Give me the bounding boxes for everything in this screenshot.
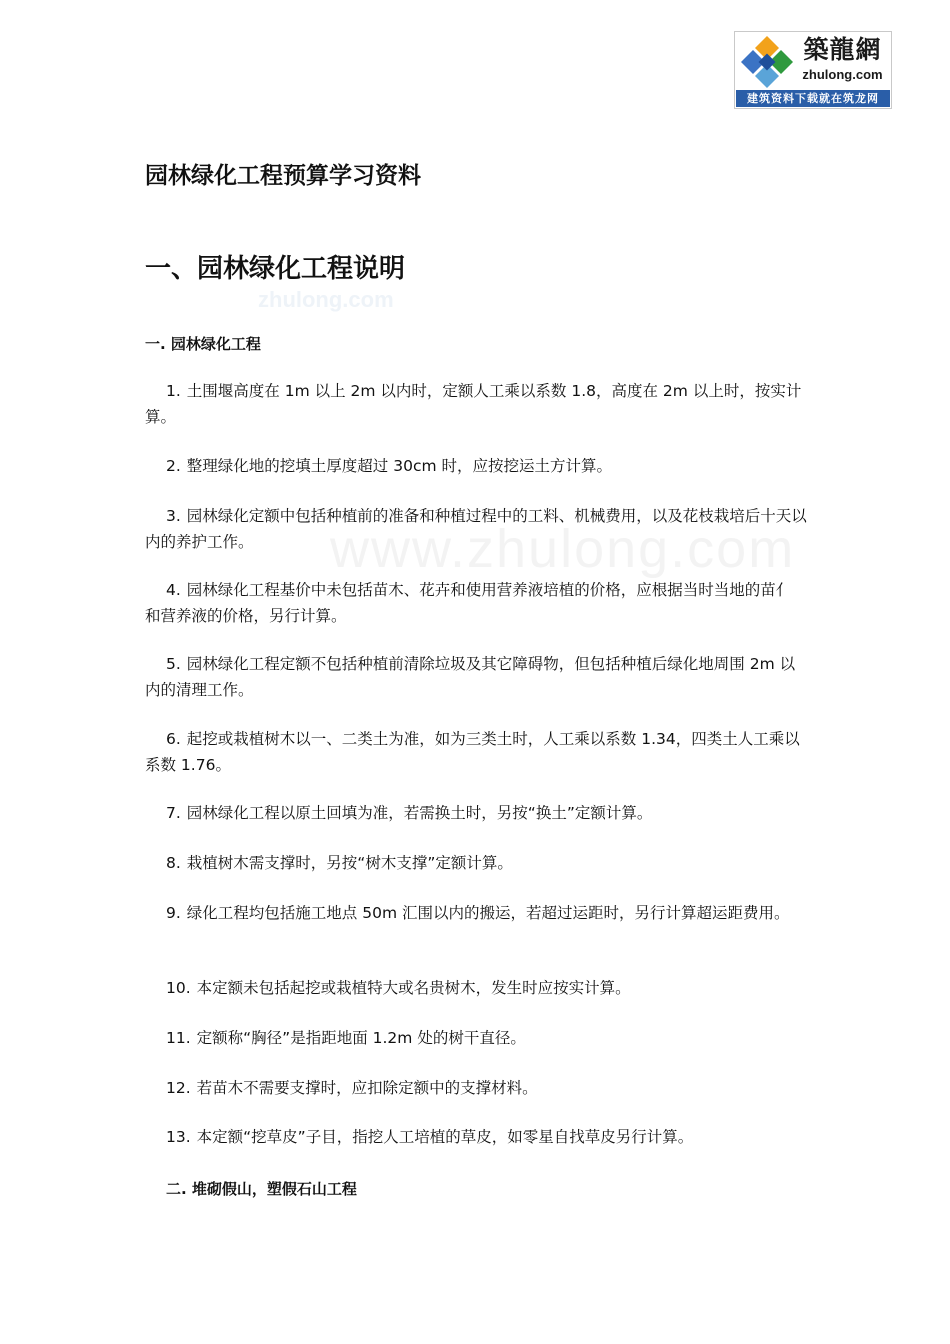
item-text: 本定额“挖草皮”子目，指挖人工培植的草皮，如零星自找草皮另行计算。 [196,1128,694,1146]
list-item [145,577,809,629]
item-number: 11. [166,1029,191,1047]
item-number: 4. [166,581,181,599]
section-heading: 二. 堆砌假山，塑假石山工程 [166,1180,357,1198]
list-item [145,726,809,778]
item-text: 若苗木不需要支撑时，应扣除定额中的支撑材料。 [196,1079,538,1097]
item-text: 园林绿化工程定额不包括种植前清除垃圾及其它障碍物，但包括种植后绿化地周围 2m 以内的清理工作。 [145,655,796,699]
item-text: 本定额未包括起挖或栽植特大或名贵树木，发生时应按实计算。 [196,979,631,997]
item-number: 7. [166,804,181,822]
item-number: 1. [166,382,181,400]
item-number: 9. [166,904,181,922]
list-item [145,975,809,1001]
watermark-large: www.zhulong.com [330,519,796,579]
item-text: 绿化工程均包括施工地点 50m 汇围以内的搬运，若超过运距时，另行计算超运距费用。 [186,904,790,922]
logo-slogan: 建筑资料下载就在筑龙网 [736,90,890,107]
list-item [145,1025,809,1051]
list-item [145,503,809,555]
item-number: 3. [166,507,181,525]
item-text: 园林绿化定额中包括种植前的准备和种植过程中的工料、机械费用，以及花枝栽培后十天以内的养护工作。 [145,507,807,551]
item-number: 13. [166,1128,191,1146]
list-item [145,800,809,826]
item-number: 6. [166,730,181,748]
list-item [145,850,809,876]
list-item [145,378,809,430]
list-item [145,453,809,479]
zhulong-logo[interactable] [734,31,892,109]
item-text: 起挖或栽植树木以一、二类土为准，如为三类土时，人工乘以系数 1.34，四类土人工乘以系数 1.76。 [145,730,800,774]
item-number: 2. [166,457,181,475]
item-text: 整理绿化地的挖填土厚度超过 30cm 时，应按挖运土方计算。 [186,457,612,475]
item-text: 栽植树木需支撑时，另按“树木支撑”定额计算。 [186,854,513,872]
item-number: 8. [166,854,181,872]
list-item [145,900,809,926]
document-title: 园林绿化工程预算学习资料 [145,163,421,189]
diamond-logo-icon [739,34,795,90]
item-text: 园林绿化工程以原土回填为准，若需换土时，另按“换土”定额计算。 [186,804,653,822]
item-text: 土围堰高度在 1m 以上 2m 以内时，定额人工乘以系数 1.8，高度在 2m 以上时，按实计算。 [145,382,802,426]
logo-domain: zhulong.com [802,67,883,82]
watermark-small: zhulong.com [258,287,394,312]
item-text: 园林绿化工程基价中未包括苗木、花卉和使用营养液培植的价格，应根据当时当地的苗亻 和营养液的价格，另行计算。 [145,581,792,625]
chapter-heading: 一、园林绿化工程说明 [145,254,406,284]
logo-chinese-name: 築龍網 [803,35,882,64]
section-heading: 一. 园林绿化工程 [145,335,261,353]
list-item [145,651,809,703]
item-number: 12. [166,1079,191,1097]
item-text: 定额称“胸径”是指距地面 1.2m 处的树干直径。 [196,1029,526,1047]
list-item [145,1124,809,1150]
item-number: 10. [166,979,191,997]
list-item [145,1075,809,1101]
item-number: 5. [166,655,181,673]
